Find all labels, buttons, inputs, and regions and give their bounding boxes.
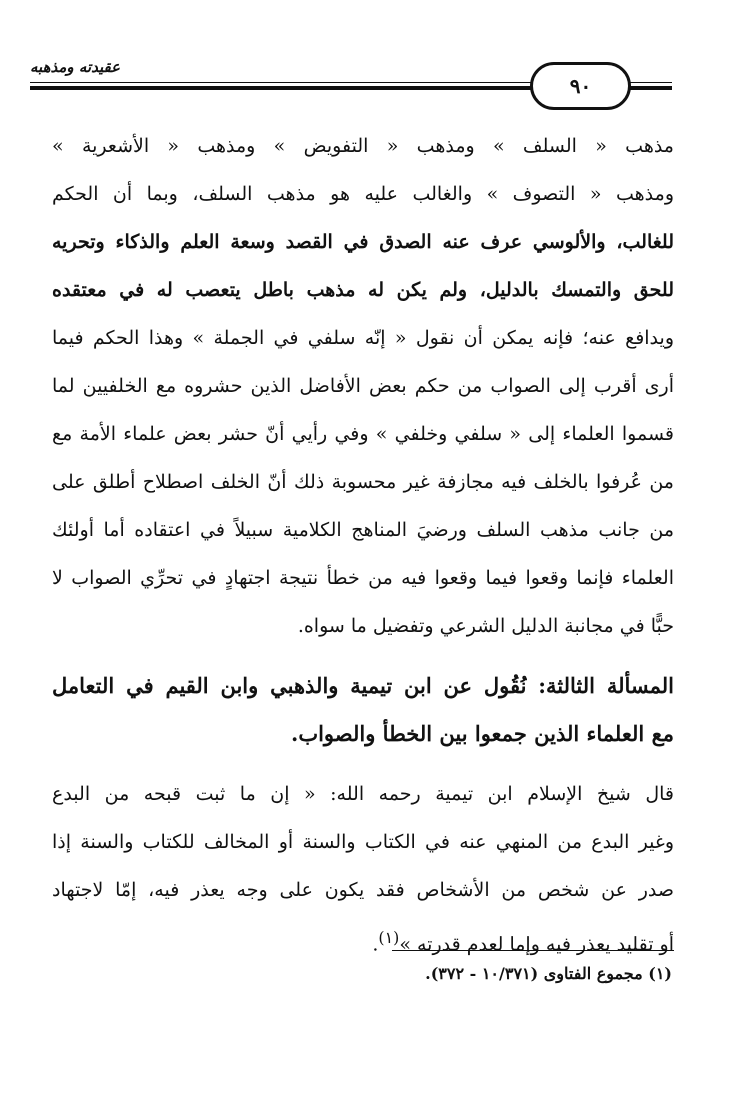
text-line: للحق والتمسك بالدليل، ولم يكن له مذهب باطل يتعصب له في معتقده [52, 279, 674, 301]
text-line: للغالب، والألوسي عرف عنه الصدق في القصد وسعة العلم والذكاء وتحريه [52, 231, 674, 253]
text-line: قسموا العلماء إلى « سلفي وخلفي » وفي رأيي أنّ حشر بعض علماء الأمة مع [52, 423, 674, 445]
footnote: (١) مجموع الفتاوى (١٠/٣٧١ - ٣٧٢). [425, 964, 672, 983]
quote-line: وغير البدع من المنهي عنه في الكتاب والسنة أو المخالف للكتاب والسنة إذا [52, 831, 674, 853]
page-number-badge [530, 62, 631, 110]
text-line: العلماء فإنما وقعوا فيما وقعوا فيه من خطأ نتيجة اجتهادٍ في تحرِّي الصواب لا [52, 567, 674, 589]
text-line: حبًّا في مجانبة الدليل الشرعي وتفضيل ما سواه. [297, 615, 674, 637]
footnote-reference[interactable]: (١) [378, 928, 400, 947]
section-heading-continued: مع العلماء الذين جمعوا بين الخطأ والصواب. [291, 721, 674, 746]
text-line: من عُرفوا بالخلف فيه مجازفة غير محسوبة ذلك أنّ الخلف اصطلاح أطلق على [52, 471, 674, 493]
quote-line: صدر عن شخص من الأشخاص فقد يكون على وجه يعذر فيه، إمّا لاجتهاد [52, 879, 674, 901]
quote-line: أو تقليد يعذر فيه وإما لعدم قدرته »$^{(١)}$. [372, 928, 674, 956]
text-line: أرى أقرب إلى الصواب من حكم بعض الأفاضل الذين حشروه مع الخلفيين لما [52, 375, 674, 397]
quote-line: قال شيخ الإسلام ابن تيمية رحمه الله: « إن ما ثبت قبحه من البدع [52, 783, 674, 805]
text-line: مذهب « السلف » ومذهب « التفويض » ومذهب « الأشعرية » [52, 135, 674, 157]
footnote-divider [392, 950, 674, 951]
section-heading [52, 662, 674, 710]
text-line: ومذهب « التصوف » والغالب عليه هو مذهب السلف، وبما أن الحكم [52, 183, 674, 205]
section-heading-text: نُقُول عن ابن تيمية والذهبي وابن القيم في التعامل [52, 673, 527, 698]
page-number: ٩٠ [569, 74, 592, 98]
text-line: ويدافع عنه؛ فإنه يمكن أن نقول « إنّه سلفي في الجملة » وهذا الحكم فيما [52, 327, 674, 349]
page-header [30, 50, 672, 120]
section-heading-label: المسألة الثالثة: [538, 673, 674, 698]
page-body [52, 122, 674, 962]
text-line: من جانب مذهب السلف ورضيَ المناهج الكلامية سبيلاً في اعتقاده أما أولئك [52, 519, 674, 541]
running-title: عقيدته ومذهبه [30, 58, 121, 76]
